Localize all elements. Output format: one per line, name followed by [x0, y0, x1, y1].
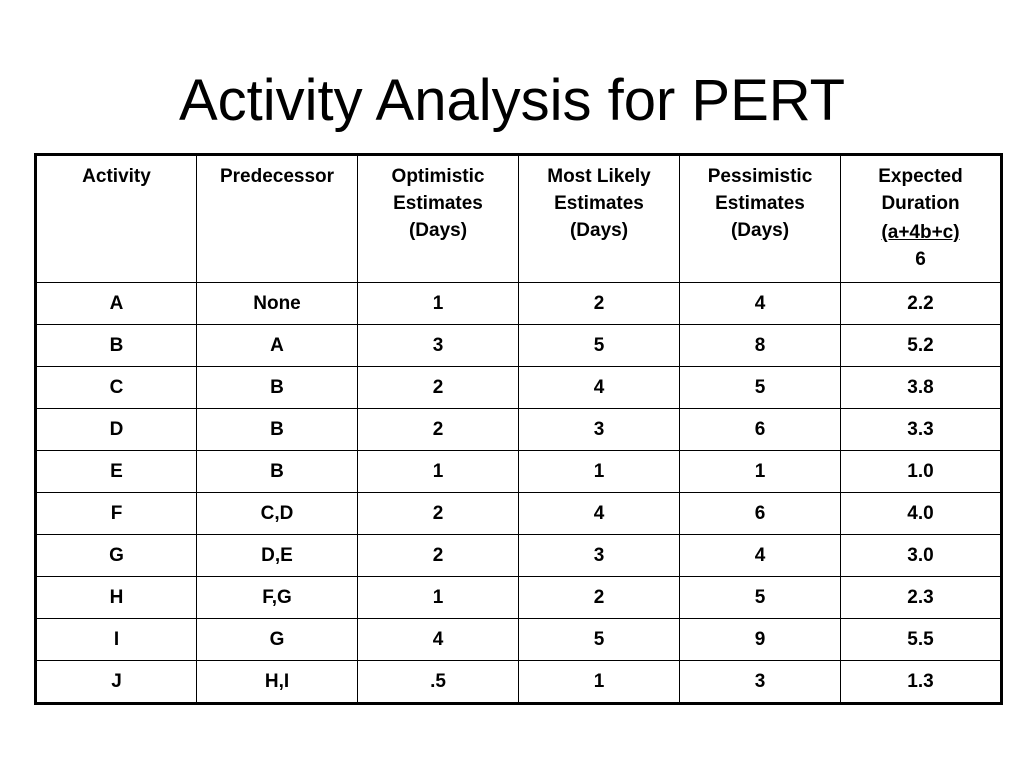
- most-likely-cell: 3: [519, 409, 680, 451]
- header-most-likely-estimates: Most Likely Estimates (Days): [519, 155, 680, 283]
- table-row: [36, 367, 1002, 409]
- formula-denominator: 6: [915, 249, 926, 270]
- pessimistic-cell: 4: [680, 283, 841, 325]
- expected-duration-cell: 5.2: [841, 325, 1002, 367]
- activity-cell: E: [36, 451, 197, 493]
- optimistic-cell: 1: [358, 451, 519, 493]
- predecessor-cell: B: [197, 367, 358, 409]
- activity-cell: B: [36, 325, 197, 367]
- optimistic-cell: 3: [358, 325, 519, 367]
- most-likely-cell: 2: [519, 283, 680, 325]
- predecessor-cell: H,I: [197, 661, 358, 704]
- expected-duration-cell: 3.0: [841, 535, 1002, 577]
- predecessor-cell: F,G: [197, 577, 358, 619]
- pessimistic-cell: 4: [680, 535, 841, 577]
- expected-duration-cell: 3.3: [841, 409, 1002, 451]
- predecessor-cell: B: [197, 409, 358, 451]
- activity-cell: J: [36, 661, 197, 704]
- expected-duration-cell: 4.0: [841, 493, 1002, 535]
- activity-cell: F: [36, 493, 197, 535]
- expected-duration-cell: 5.5: [841, 619, 1002, 661]
- optimistic-cell: 2: [358, 367, 519, 409]
- predecessor-cell: B: [197, 451, 358, 493]
- table-body: [36, 283, 1002, 704]
- most-likely-cell: 1: [519, 451, 680, 493]
- optimistic-cell: 1: [358, 283, 519, 325]
- pessimistic-cell: 5: [680, 367, 841, 409]
- header-pessimistic-estimates: Pessimistic Estimates (Days): [680, 155, 841, 283]
- pert-activity-table: [34, 153, 1003, 705]
- optimistic-cell: 2: [358, 493, 519, 535]
- table-row: [36, 535, 1002, 577]
- header-optimistic-estimates: Optimistic Estimates (Days): [358, 155, 519, 283]
- activity-cell: H: [36, 577, 197, 619]
- expected-duration-cell: 3.8: [841, 367, 1002, 409]
- header-predecessor: Predecessor: [197, 155, 358, 283]
- predecessor-cell: D,E: [197, 535, 358, 577]
- activity-cell: C: [36, 367, 197, 409]
- activity-cell: G: [36, 535, 197, 577]
- most-likely-cell: 2: [519, 577, 680, 619]
- most-likely-cell: 4: [519, 367, 680, 409]
- most-likely-cell: 1: [519, 661, 680, 704]
- pessimistic-cell: 6: [680, 493, 841, 535]
- header-activity: Activity: [36, 155, 197, 283]
- pessimistic-cell: 5: [680, 577, 841, 619]
- table-row: [36, 493, 1002, 535]
- expected-duration-cell: 2.3: [841, 577, 1002, 619]
- table-row: [36, 283, 1002, 325]
- activity-cell: I: [36, 619, 197, 661]
- optimistic-cell: 2: [358, 409, 519, 451]
- optimistic-cell: 1: [358, 577, 519, 619]
- expected-duration-cell: 1.0: [841, 451, 1002, 493]
- pessimistic-cell: 9: [680, 619, 841, 661]
- optimistic-cell: .5: [358, 661, 519, 704]
- expected-duration-cell: 1.3: [841, 661, 1002, 704]
- pessimistic-cell: 3: [680, 661, 841, 704]
- table-row: [36, 409, 1002, 451]
- table-row: [36, 661, 1002, 704]
- header-expected-duration: Expected Duration (a+4b+c) 6: [841, 155, 1002, 283]
- table-row: [36, 577, 1002, 619]
- pessimistic-cell: 8: [680, 325, 841, 367]
- predecessor-cell: A: [197, 325, 358, 367]
- most-likely-cell: 4: [519, 493, 680, 535]
- predecessor-cell: None: [197, 283, 358, 325]
- table-row: [36, 325, 1002, 367]
- predecessor-cell: C,D: [197, 493, 358, 535]
- table-row: [36, 619, 1002, 661]
- optimistic-cell: 2: [358, 535, 519, 577]
- pessimistic-cell: 1: [680, 451, 841, 493]
- most-likely-cell: 5: [519, 619, 680, 661]
- optimistic-cell: 4: [358, 619, 519, 661]
- table-header-row: [36, 155, 1002, 283]
- formula-numerator: (a+4b+c): [881, 222, 960, 243]
- activity-cell: D: [36, 409, 197, 451]
- expected-duration-cell: 2.2: [841, 283, 1002, 325]
- slide-title: Activity Analysis for PERT: [178, 68, 846, 133]
- table-row: [36, 451, 1002, 493]
- activity-cell: A: [36, 283, 197, 325]
- pessimistic-cell: 6: [680, 409, 841, 451]
- predecessor-cell: G: [197, 619, 358, 661]
- most-likely-cell: 3: [519, 535, 680, 577]
- most-likely-cell: 5: [519, 325, 680, 367]
